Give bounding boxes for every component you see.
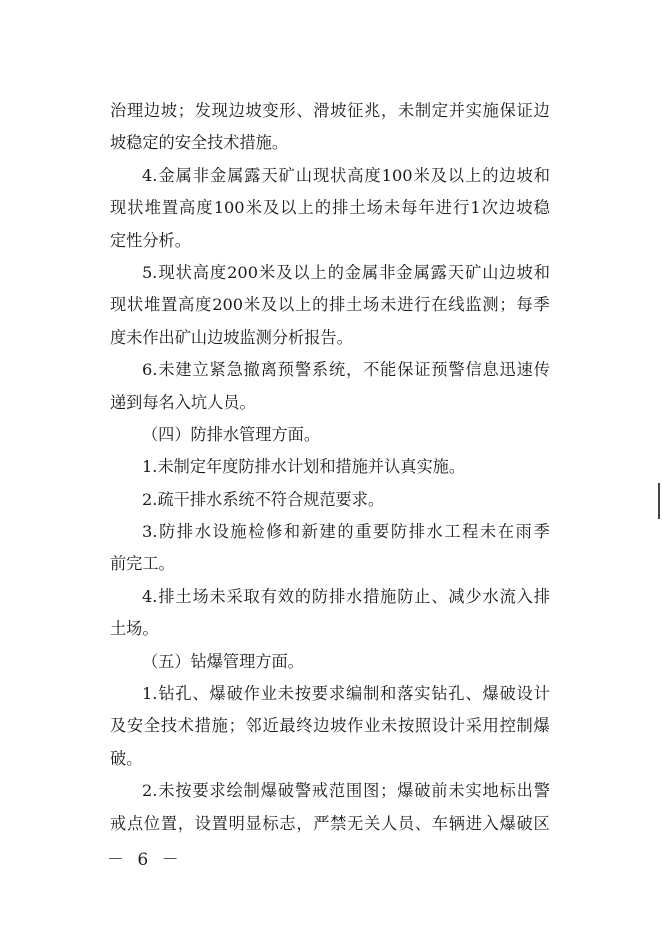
- text-line: 1. 钻 孔 、 爆 破 作 业 未 按 要 求 编 制 和 落 实 钻 孔 、 爆 破 设 计: [142, 684, 550, 704]
- text-line: 现 状 堆 置 高 度 100 米 及 以 上 的 排 土 场 未 每 年 进 行 1 次 边 坡 稳: [110, 198, 550, 218]
- text-line: 破。: [110, 748, 143, 768]
- paragraph: [110, 775, 550, 840]
- paragraph: [110, 95, 550, 160]
- text-line: 治 理 边 坡 ； 发 现 边 坡 变 形 、 滑 坡 征 兆 ， 未 制 定 并 实 施 保 证 边: [110, 101, 550, 120]
- paragraph: [110, 581, 550, 646]
- text-line: 4. 金 属 非 金 属 露 天 矿 山 现 状 高 度 100 米 及 以 上 的 边 坡 和: [142, 165, 550, 185]
- paragraph: [110, 678, 550, 775]
- text-line: 及 安 全 技 术 措 施 ； 邻 近 最 终 边 坡 作 业 未 按 照 设 计 采 用 控 制 爆: [110, 716, 550, 736]
- text-line: 坡稳定的安全技术措施。: [110, 133, 289, 153]
- paragraph: [110, 160, 550, 257]
- paragraph: [110, 419, 550, 451]
- text-line: 戒 点 位 置 ， 设 置 明 显 标 志 ， 严 禁 无 关 人 员 、 车 辆 进 入 爆 破 区: [110, 813, 550, 833]
- binding-edge-mark: [658, 483, 660, 519]
- text-line: （四）防排水管理方面。: [142, 424, 321, 444]
- text-line: 2. 未 按 要 求 绘 制 爆 破 警 戒 范 围 图 ； 爆 破 前 未 实 地 标 出 警: [142, 781, 550, 801]
- text-line: 6. 未 建 立 紧 急 撤 离 预 警 系 统 ， 不 能 保 证 预 警 信 息 迅 速 传: [142, 360, 550, 380]
- page-number: － 6 －: [107, 850, 183, 870]
- paragraph: [110, 354, 550, 419]
- text-line: 度未作出矿山边坡监测分析报告。: [110, 327, 353, 347]
- paragraph: [110, 646, 550, 678]
- text-line: 2.疏干排水系统不符合规范要求。: [142, 489, 385, 509]
- paragraph: [110, 516, 550, 581]
- paragraph: [110, 257, 550, 354]
- text-line: 3. 防 排 水 设 施 检 修 和 新 建 的 重 要 防 排 水 工 程 未 在 雨 季: [142, 522, 550, 542]
- text-line: 前完工。: [110, 554, 175, 574]
- text-line: （五）钻爆管理方面。: [142, 651, 304, 671]
- text-line: 递到每名入坑人员。: [110, 392, 256, 412]
- text-line: 土场。: [110, 619, 159, 639]
- text-line: 1.未制定年度防排水计划和措施并认真实施。: [142, 457, 466, 477]
- text-line: 定性分析。: [110, 230, 191, 250]
- text-line: 4. 排 土 场 未 采 取 有 效 的 防 排 水 措 施 防 止 、 减 少 水 流 入 排: [142, 586, 550, 606]
- paragraph: [110, 484, 550, 516]
- document-body: [110, 95, 550, 840]
- text-line: 5. 现 状 高 度 200 米 及 以 上 的 金 属 非 金 属 露 天 矿 山 边 坡 和: [142, 262, 550, 282]
- paragraph: [110, 451, 550, 483]
- text-line: 现 状 堆 置 高 度 200 米 及 以 上 的 排 土 场 未 进 行 在 线 监 测 ； 每 季: [110, 295, 550, 315]
